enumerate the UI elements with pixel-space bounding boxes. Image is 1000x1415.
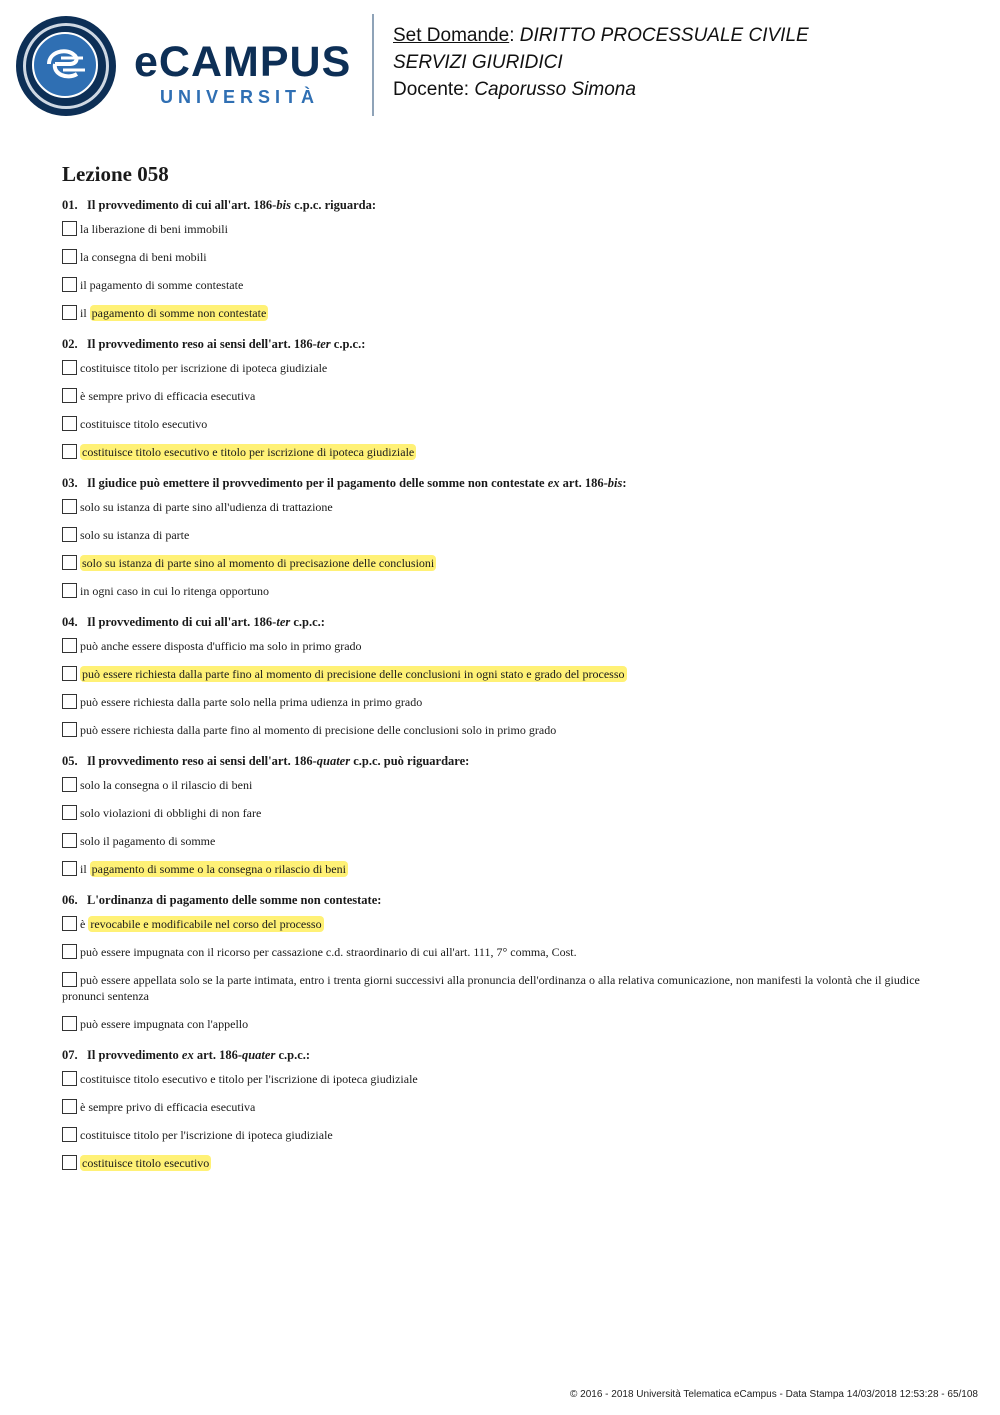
answer-text: costituisce titolo esecutivo e titolo per l'iscrizione di ipoteca giudiziale [80, 1072, 418, 1086]
answer-checkbox[interactable] [62, 861, 77, 876]
answer-text: solo su istanza di parte sino all'udienza di trattazione [80, 500, 333, 514]
question-text-part: c.p.c. può riguardare: [350, 754, 470, 768]
answer-text: costituisce titolo esecutivo [80, 417, 208, 431]
question-text-part: c.p.c.: [330, 337, 366, 351]
question-block [62, 474, 922, 599]
answer-text: il pagamento di somme contestate [80, 278, 244, 292]
question-text [62, 891, 922, 909]
question-text-part: art. 186- [559, 476, 608, 490]
answer-text: può essere richiesta dalla parte solo nella prima udienza in primo grado [80, 695, 423, 709]
question-text [62, 613, 922, 631]
answer-option [62, 944, 922, 960]
subject-line-1: DIRITTO PROCESSUALE CIVILE [519, 25, 809, 46]
question-list [62, 196, 922, 1171]
question-text [62, 474, 922, 492]
question-text-part: c.p.c.: [290, 615, 325, 629]
question-text-part: Il provvedimento reso ai sensi dell'art. 186- [87, 337, 317, 351]
answer-checkbox[interactable] [62, 666, 77, 681]
answer-highlighted-text: solo su istanza di parte sino al momento di precisazione delle conclusioni [82, 556, 435, 570]
answer-checkbox[interactable] [62, 388, 77, 403]
question-number: 07. [62, 1048, 78, 1062]
answer-checkbox[interactable] [62, 499, 77, 514]
answer-text: solo il pagamento di somme [80, 834, 216, 848]
answer-option [62, 777, 922, 793]
header-divider [372, 14, 374, 116]
answer-checkbox[interactable] [62, 833, 77, 848]
answer-option [62, 249, 922, 265]
question-text-part: c.p.c.: [275, 1048, 311, 1062]
question-number: 03. [62, 476, 78, 490]
answer-checkbox[interactable] [62, 1016, 77, 1031]
answer-checkbox[interactable] [62, 805, 77, 820]
answer-text: può essere appellata solo se la parte intimata, entro i trenta giorni successivi alla pronuncia dell'ordinanza o alla relativa comunicazione, non manifesti la volontà che il giudice pronunci sentenza [62, 973, 920, 1003]
question-text-italic: ter [276, 615, 291, 629]
question-text [62, 752, 922, 770]
answer-text: è sempre privo di efficacia esecutiva [80, 1100, 256, 1114]
answer-highlighted-text: pagamento di somme o la consegna o rilascio di beni [91, 862, 346, 876]
answer-highlighted-text: revocabile e modificabile nel corso del processo [90, 917, 322, 931]
answer-option [62, 916, 922, 932]
question-text-italic: quater [241, 1048, 276, 1062]
question-text-part: Il giudice può emettere il provvedimento per il pagamento delle somme non contestate [87, 476, 548, 490]
answer-checkbox[interactable] [62, 221, 77, 236]
answer-option [62, 1016, 922, 1032]
answer-text: è sempre privo di efficacia esecutiva [80, 389, 256, 403]
answer-checkbox[interactable] [62, 583, 77, 598]
answer-checkbox[interactable] [62, 944, 77, 959]
question-text-italic: quater [316, 754, 351, 768]
question-block [62, 335, 922, 460]
question-block [62, 891, 922, 1032]
question-number: 02. [62, 337, 78, 351]
question-text-part: Il provvedimento di cui all'art. 186- [87, 615, 277, 629]
answer-checkbox[interactable] [62, 638, 77, 653]
answer-text: può essere richiesta dalla parte fino al momento di precisione delle conclusioni solo in primo grado [80, 723, 557, 737]
answer-option [62, 305, 922, 321]
answer-option [62, 388, 922, 404]
answer-option [62, 972, 922, 1004]
question-text-italic: bis [276, 198, 291, 212]
answer-text: può essere impugnata con l'appello [80, 1017, 249, 1031]
question-number: 05. [62, 754, 78, 768]
question-text-part: art. 186- [193, 1048, 242, 1062]
question-block [62, 613, 922, 738]
question-text-italic: bis [607, 476, 623, 490]
page-footer: © 2016 - 2018 Università Telematica eCampus - Data Stampa 14/03/2018 12:53:28 - 65/108 [570, 1389, 978, 1400]
answer-checkbox[interactable] [62, 555, 77, 570]
answer-option [62, 1099, 922, 1115]
answer-option [62, 416, 922, 432]
answer-option [62, 722, 922, 738]
answer-text: il [80, 862, 90, 876]
answer-option [62, 360, 922, 376]
page-header [0, 0, 1000, 130]
answer-checkbox[interactable] [62, 722, 77, 737]
answer-text: la liberazione di beni immobili [80, 222, 228, 236]
answer-option [62, 499, 922, 515]
answer-checkbox[interactable] [62, 360, 77, 375]
teacher-label: Docente: [393, 79, 470, 100]
answer-checkbox[interactable] [62, 916, 77, 931]
question-block [62, 1046, 922, 1171]
answer-checkbox[interactable] [62, 527, 77, 542]
lesson-title: Lezione 058 [62, 162, 169, 186]
answer-checkbox[interactable] [62, 777, 77, 792]
answer-text: solo la consegna o il rilascio di beni [80, 778, 253, 792]
answer-highlighted-text: può essere richiesta dalla parte fino al momento di precisione delle conclusioni in ogni stato e grado del processo [82, 667, 625, 681]
answer-checkbox[interactable] [62, 1155, 77, 1170]
answer-option [62, 221, 922, 237]
course-info: Set Domande: DIRITTO PROCESSUALE CIVILE SERVIZI GIURIDICI Docente: Caporusso Simona [393, 25, 809, 100]
question-text-part: Il provvedimento [87, 1048, 182, 1062]
answer-text: solo su istanza di parte [80, 528, 190, 542]
answer-highlighted-text: costituisce titolo esecutivo [82, 1156, 210, 1170]
answer-option [62, 555, 922, 571]
question-text [62, 196, 922, 214]
answer-option [62, 805, 922, 821]
answer-checkbox[interactable] [62, 305, 77, 320]
brand-name: eCAMPUS [134, 38, 352, 86]
question-text-part: Il provvedimento reso ai sensi dell'art. 186- [87, 754, 317, 768]
question-text [62, 1046, 922, 1064]
subject-line-2: SERVIZI GIURIDICI [393, 52, 563, 73]
answer-option [62, 1071, 922, 1087]
answer-checkbox[interactable] [62, 1099, 77, 1114]
answer-option [62, 444, 922, 460]
answer-option [62, 277, 922, 293]
question-text-part: : [622, 476, 627, 490]
answer-option [62, 861, 922, 877]
answer-option [62, 666, 922, 682]
answer-option [62, 527, 922, 543]
answer-text: è [80, 917, 89, 931]
answer-text: la consegna di beni mobili [80, 250, 207, 264]
question-number: 01. [62, 198, 78, 212]
answer-option [62, 638, 922, 654]
answer-checkbox[interactable] [62, 249, 77, 264]
brand-subtitle: UNIVERSITÀ [160, 87, 320, 107]
answer-text: può essere impugnata con il ricorso per cassazione c.d. straordinario di cui all'art. 111, 7° comma, Cost. [80, 945, 577, 959]
answer-checkbox[interactable] [62, 1127, 77, 1142]
set-label: Set Domande [393, 25, 510, 46]
answer-checkbox[interactable] [62, 416, 77, 431]
answer-option [62, 694, 922, 710]
question-text-part: Il provvedimento di cui all'art. 186- [87, 198, 277, 212]
question-number: 06. [62, 893, 78, 907]
answer-text: in ogni caso in cui lo ritenga opportuno [80, 584, 269, 598]
ecampus-logo-icon [16, 16, 116, 116]
answer-option [62, 833, 922, 849]
question-text-italic: ter [316, 337, 331, 351]
question-text-italic: ex [547, 476, 560, 490]
question-text [62, 335, 922, 353]
answer-checkbox[interactable] [62, 1071, 77, 1086]
question-block [62, 196, 922, 321]
question-number: 04. [62, 615, 78, 629]
answer-text: costituisce titolo per iscrizione di ipoteca giudiziale [80, 361, 328, 375]
questions-content [62, 160, 922, 1185]
answer-checkbox[interactable] [62, 277, 77, 292]
answer-checkbox[interactable] [62, 444, 77, 459]
question-text-part: L'ordinanza di pagamento delle somme non contestate: [87, 893, 382, 907]
answer-text: solo violazioni di obblighi di non fare [80, 806, 262, 820]
answer-option [62, 583, 922, 599]
answer-text: costituisce titolo per l'iscrizione di ipoteca giudiziale [80, 1128, 333, 1142]
answer-checkbox[interactable] [62, 694, 77, 709]
answer-text: può anche essere disposta d'ufficio ma solo in primo grado [80, 639, 362, 653]
question-block [62, 752, 922, 877]
answer-checkbox[interactable] [62, 972, 77, 987]
answer-highlighted-text: costituisce titolo esecutivo e titolo per iscrizione di ipoteca giudiziale [82, 445, 415, 459]
question-text-italic: ex [181, 1048, 194, 1062]
teacher-name: Caporusso Simona [474, 79, 636, 100]
answer-highlighted-text: pagamento di somme non contestate [91, 306, 267, 320]
answer-option [62, 1155, 922, 1171]
question-text-part: c.p.c. riguarda: [290, 198, 377, 212]
answer-option [62, 1127, 922, 1143]
answer-text: il [80, 306, 90, 320]
